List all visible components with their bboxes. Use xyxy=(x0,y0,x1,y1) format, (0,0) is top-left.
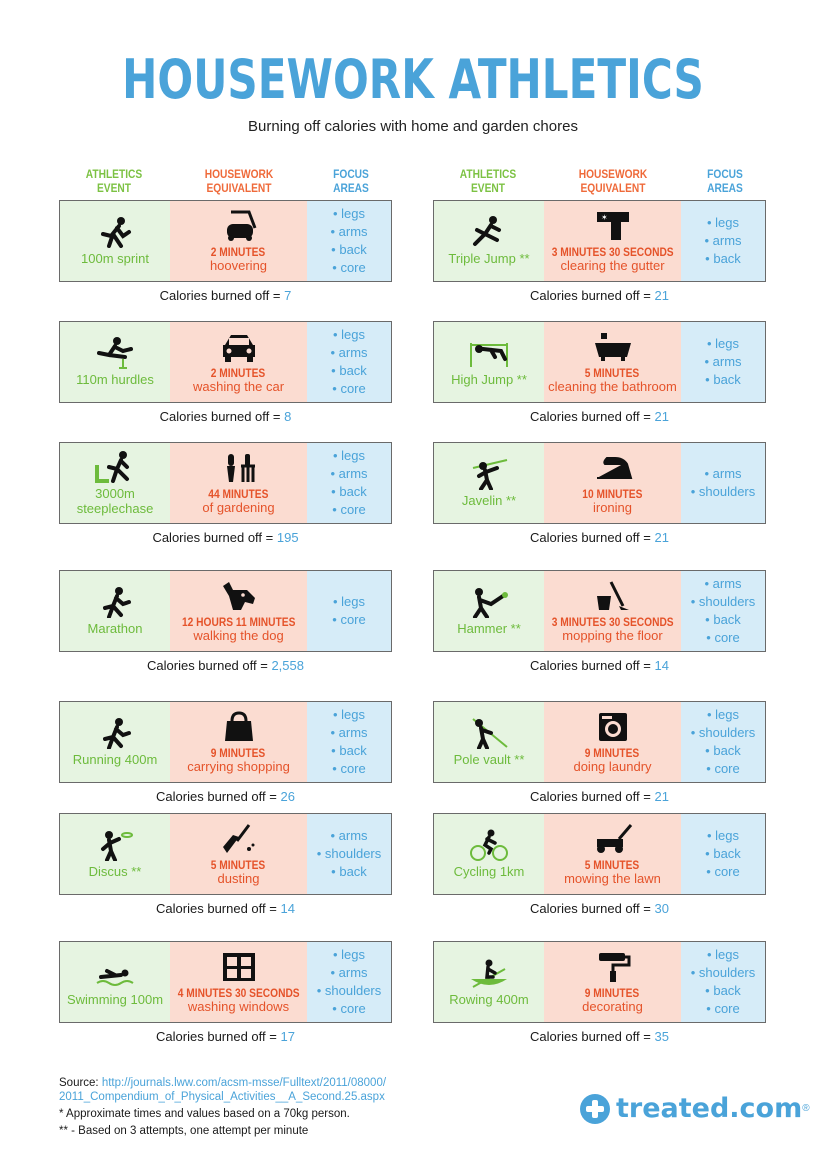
duration-label: 9 MINUTES xyxy=(211,745,266,760)
focus-areas-cell xyxy=(681,571,765,651)
focus-area-item: • shoulders xyxy=(691,483,756,501)
focus-areas-cell xyxy=(307,814,391,894)
calories-value: 35 xyxy=(654,1029,669,1044)
calories-line xyxy=(59,789,392,804)
calories-line xyxy=(433,658,766,673)
housework-cell xyxy=(170,443,307,523)
task-label: carrying shopping xyxy=(187,758,290,774)
duration-label: 3 MINUTES 30 SECONDS xyxy=(551,244,674,259)
focus-areas-cell xyxy=(681,814,765,894)
event-label: Hammer ** xyxy=(457,621,521,636)
washing-machine-icon xyxy=(593,711,633,743)
housework-cell xyxy=(170,942,307,1022)
mop-bucket-icon xyxy=(593,580,633,612)
focus-area-item: • arms xyxy=(330,465,367,483)
focus-area-item: • back xyxy=(705,371,741,389)
activity-card xyxy=(59,941,392,1023)
calories-value: 21 xyxy=(654,409,669,424)
duration-label: 5 MINUTES xyxy=(585,857,640,872)
task-label: cleaning the bathroom xyxy=(548,378,677,394)
cyclist-icon xyxy=(469,829,509,861)
housework-cell xyxy=(544,201,681,281)
activity-card xyxy=(59,442,392,524)
focus-area-item: • core xyxy=(706,1000,739,1018)
iron-icon xyxy=(593,452,633,484)
shopping-bag-icon xyxy=(219,711,259,743)
calories-line xyxy=(433,1029,766,1044)
window-icon xyxy=(219,951,259,983)
focus-area-item: • arms xyxy=(330,223,367,241)
focus-area-item: • core xyxy=(706,863,739,881)
focus-area-item: • arms xyxy=(330,827,367,845)
source-link[interactable]: http://journals.lww.com/acsm-msse/Fulltext/2011/08000/ xyxy=(101,1077,387,1089)
focus-areas-cell xyxy=(681,201,765,281)
calories-line xyxy=(433,288,766,303)
housework-cell xyxy=(544,702,681,782)
athletics-event-cell xyxy=(434,942,544,1022)
task-label: hoovering xyxy=(209,257,268,273)
calories-value: 26 xyxy=(280,789,295,804)
lawn-mower-icon xyxy=(593,823,633,855)
runner-icon xyxy=(95,717,135,749)
event-label: Rowing 400m xyxy=(449,992,529,1007)
housework-cell xyxy=(170,814,307,894)
event-label: Running 400m xyxy=(72,752,158,767)
column-header-focus: FOCUS AREAS xyxy=(333,167,369,195)
focus-areas-cell xyxy=(681,702,765,782)
housework-cell xyxy=(544,322,681,402)
duration-label: 5 MINUTES xyxy=(585,365,640,380)
task-label: washing windows xyxy=(187,998,290,1014)
event-label: Cycling 1km xyxy=(453,864,525,879)
calories-value: 8 xyxy=(284,409,292,424)
calories-label: Calories burned off = xyxy=(159,288,285,303)
calories-label: Calories burned off = xyxy=(530,1029,655,1044)
focus-areas-cell xyxy=(681,942,765,1022)
calories-value: 17 xyxy=(280,1029,295,1044)
calories-label: Calories burned off = xyxy=(530,530,655,545)
focus-area-item: • legs xyxy=(707,827,739,845)
feather-duster-icon xyxy=(219,823,259,855)
calories-line xyxy=(59,409,392,424)
cross-icon xyxy=(580,1094,610,1124)
calories-label: Calories burned off = xyxy=(530,288,655,303)
activity-card xyxy=(59,701,392,783)
focus-areas-cell xyxy=(307,322,391,402)
calories-line xyxy=(433,409,766,424)
focus-area-item: • back xyxy=(705,845,741,863)
column-header-housework: HOUSEWORK EQUIVALENT xyxy=(578,167,648,195)
duration-label: 12 HOURS 11 MINUTES xyxy=(181,614,296,629)
athletics-event-cell xyxy=(60,322,170,402)
column-header-housework: HOUSEWORK EQUIVALENT xyxy=(204,167,274,195)
activity-card xyxy=(59,321,392,403)
column-header-focus: FOCUS AREAS xyxy=(707,167,743,195)
athletics-event-cell xyxy=(60,201,170,281)
focus-area-item: • legs xyxy=(707,335,739,353)
focus-area-item: • legs xyxy=(707,214,739,232)
focus-area-item: • back xyxy=(331,483,367,501)
focus-area-item: • shoulders xyxy=(317,845,382,863)
duration-label: 4 MINUTES 30 SECONDS xyxy=(177,985,300,1000)
task-label: washing the car xyxy=(192,378,285,394)
calories-value: 2,558 xyxy=(271,658,304,673)
focus-area-item: • arms xyxy=(704,465,741,483)
calories-line xyxy=(59,1029,392,1044)
calories-value: 30 xyxy=(654,901,669,916)
calories-value: 14 xyxy=(280,901,295,916)
focus-area-item: • legs xyxy=(333,205,365,223)
calories-value: 21 xyxy=(654,789,669,804)
athletics-event-cell xyxy=(60,571,170,651)
task-label: decorating xyxy=(582,998,643,1014)
focus-area-item: • back xyxy=(331,863,367,881)
hammer-throw-icon xyxy=(469,586,509,618)
activity-card xyxy=(433,701,766,783)
event-label: 3000m steeplechase xyxy=(76,485,154,516)
calories-label: Calories burned off = xyxy=(152,530,277,545)
calories-line xyxy=(433,789,766,804)
focus-area-item: • arms xyxy=(330,724,367,742)
page-title: HOUSEWORK ATHLETICS xyxy=(122,48,704,111)
activity-card xyxy=(433,813,766,895)
column-header-event: ATHLETICS EVENT xyxy=(459,167,517,195)
task-label: doing laundry xyxy=(573,758,652,774)
runner-icon xyxy=(95,586,135,618)
calories-label: Calories burned off = xyxy=(530,409,655,424)
activity-card xyxy=(433,321,766,403)
footnote-1: * Approximate times and values based on a 70kg person. xyxy=(59,1108,350,1120)
focus-area-item: • legs xyxy=(333,447,365,465)
focus-area-item: • arms xyxy=(330,344,367,362)
athletics-event-cell xyxy=(60,942,170,1022)
focus-area-item: • legs xyxy=(333,593,365,611)
calories-value: 7 xyxy=(284,288,292,303)
focus-area-item: • legs xyxy=(707,946,739,964)
activity-card xyxy=(59,813,392,895)
event-label: Marathon xyxy=(87,621,143,636)
calories-line xyxy=(433,530,766,545)
athletics-event-cell xyxy=(434,201,544,281)
focus-area-item: • core xyxy=(332,760,365,778)
athletics-event-cell xyxy=(60,702,170,782)
housework-cell xyxy=(170,702,307,782)
high-jump-icon xyxy=(469,337,509,369)
calories-label: Calories burned off = xyxy=(156,1029,281,1044)
event-label: High Jump ** xyxy=(451,372,527,387)
focus-areas-cell xyxy=(307,201,391,281)
event-label: 100m sprint xyxy=(81,251,149,266)
calories-label: Calories burned off = xyxy=(147,658,272,673)
duration-label: 44 MINUTES xyxy=(208,486,269,501)
event-label: 110m hurdles xyxy=(76,372,154,387)
calories-label: Calories burned off = xyxy=(159,409,285,424)
event-label: Discus ** xyxy=(88,864,142,879)
focus-area-item: • shoulders xyxy=(691,724,756,742)
brand-logo xyxy=(580,1093,810,1124)
calories-line xyxy=(59,288,392,303)
source-label: Source: xyxy=(59,1077,102,1089)
focus-area-item: • back xyxy=(705,250,741,268)
brand-name: treated.com xyxy=(616,1093,803,1124)
task-label: of gardening xyxy=(202,499,275,515)
duration-label: 2 MINUTES xyxy=(211,244,266,259)
focus-area-item: • shoulders xyxy=(691,593,756,611)
focus-areas-cell xyxy=(307,702,391,782)
focus-area-item: • back xyxy=(331,241,367,259)
housework-cell xyxy=(170,322,307,402)
activity-card xyxy=(433,200,766,282)
duration-label: 9 MINUTES xyxy=(585,745,640,760)
focus-area-item: • shoulders xyxy=(691,964,756,982)
housework-cell xyxy=(544,942,681,1022)
focus-area-item: • back xyxy=(705,611,741,629)
calories-line xyxy=(59,901,392,916)
task-label: mopping the floor xyxy=(562,627,663,643)
athletics-event-cell xyxy=(60,443,170,523)
task-label: mowing the lawn xyxy=(564,870,661,886)
athletics-event-cell xyxy=(434,571,544,651)
calories-label: Calories burned off = xyxy=(530,901,655,916)
calories-value: 195 xyxy=(276,530,299,545)
focus-areas-cell xyxy=(307,443,391,523)
athletics-event-cell xyxy=(60,814,170,894)
discus-icon xyxy=(95,829,135,861)
focus-area-item: • legs xyxy=(333,706,365,724)
focus-area-item: • core xyxy=(706,760,739,778)
column-header-event: ATHLETICS EVENT xyxy=(85,167,143,195)
calories-line xyxy=(59,658,392,673)
gutter-icon xyxy=(593,210,633,242)
duration-label: 10 MINUTES xyxy=(582,486,643,501)
event-label: Pole vault ** xyxy=(453,752,525,767)
paint-roller-icon xyxy=(593,951,633,983)
vacuum-cleaner-icon xyxy=(219,210,259,242)
focus-area-item: • shoulders xyxy=(317,982,382,1000)
focus-area-item: • core xyxy=(332,1000,365,1018)
focus-area-item: • core xyxy=(332,259,365,277)
focus-areas-cell xyxy=(307,571,391,651)
duration-label: 5 MINUTES xyxy=(211,857,266,872)
athletics-event-cell xyxy=(434,814,544,894)
calories-value: 14 xyxy=(654,658,669,673)
calories-line xyxy=(59,530,392,545)
focus-area-item: • arms xyxy=(704,575,741,593)
event-label: Swimming 100m xyxy=(66,992,164,1007)
athletics-event-cell xyxy=(434,702,544,782)
rowing-icon xyxy=(469,957,509,989)
activity-card xyxy=(433,442,766,524)
calories-value: 21 xyxy=(654,530,669,545)
task-label: ironing xyxy=(592,499,633,515)
steeplechase-icon xyxy=(95,451,135,483)
focus-area-item: • core xyxy=(332,611,365,629)
activity-card xyxy=(433,570,766,652)
housework-cell xyxy=(544,814,681,894)
athletics-event-cell xyxy=(434,322,544,402)
source-note xyxy=(59,1076,386,1104)
task-label: clearing the gutter xyxy=(560,257,665,273)
dog-icon xyxy=(219,580,259,612)
svg-text:✶: ✶ xyxy=(600,212,608,222)
focus-areas-cell xyxy=(307,942,391,1022)
focus-area-item: • core xyxy=(332,501,365,519)
hurdler-icon xyxy=(95,337,135,369)
duration-label: 3 MINUTES 30 SECONDS xyxy=(551,614,674,629)
duration-label: 2 MINUTES xyxy=(211,365,266,380)
calories-label: Calories burned off = xyxy=(530,789,655,804)
housework-cell xyxy=(170,571,307,651)
activity-card xyxy=(59,570,392,652)
focus-area-item: • legs xyxy=(333,326,365,344)
swimmer-icon xyxy=(95,957,135,989)
focus-area-item: • arms xyxy=(330,964,367,982)
athletics-event-cell xyxy=(434,443,544,523)
calories-value: 21 xyxy=(654,288,669,303)
car-icon xyxy=(219,331,259,363)
focus-area-item: • core xyxy=(332,380,365,398)
focus-area-item: • back xyxy=(705,982,741,1000)
javelin-icon xyxy=(469,458,509,490)
calories-label: Calories burned off = xyxy=(156,789,281,804)
event-label: Javelin ** xyxy=(461,493,517,508)
focus-area-item: • legs xyxy=(707,706,739,724)
housework-cell xyxy=(544,571,681,651)
task-label: walking the dog xyxy=(193,627,284,643)
focus-area-item: • arms xyxy=(704,232,741,250)
duration-label: 9 MINUTES xyxy=(585,985,640,1000)
focus-area-item: • arms xyxy=(704,353,741,371)
activity-card xyxy=(59,200,392,282)
focus-area-item: • back xyxy=(331,742,367,760)
focus-areas-cell xyxy=(681,322,765,402)
focus-area-item: • back xyxy=(705,742,741,760)
focus-area-item: • core xyxy=(706,629,739,647)
housework-cell xyxy=(170,201,307,281)
page-subtitle: Burning off calories with home and garden chores xyxy=(248,118,578,135)
focus-area-item: • back xyxy=(331,362,367,380)
bathtub-icon xyxy=(593,331,633,363)
pole-vault-icon xyxy=(469,717,509,749)
brand-registered: ® xyxy=(802,1103,810,1114)
event-label: Triple Jump ** xyxy=(448,251,530,266)
sprinter-icon xyxy=(95,216,135,248)
housework-cell xyxy=(544,443,681,523)
footnote-2: ** - Based on 3 attempts, one attempt per minute xyxy=(59,1125,309,1137)
calories-label: Calories burned off = xyxy=(156,901,281,916)
triple-jump-icon xyxy=(469,216,509,248)
focus-area-item: • legs xyxy=(333,946,365,964)
focus-areas-cell xyxy=(681,443,765,523)
garden-tools-icon xyxy=(219,452,259,484)
task-label: dusting xyxy=(217,870,260,886)
activity-card xyxy=(433,941,766,1023)
calories-label: Calories burned off = xyxy=(530,658,655,673)
source-link-cont[interactable]: 2011_Compendium_of_Physical_Activities__A_Second.25.aspx xyxy=(59,1091,385,1103)
calories-line xyxy=(433,901,766,916)
